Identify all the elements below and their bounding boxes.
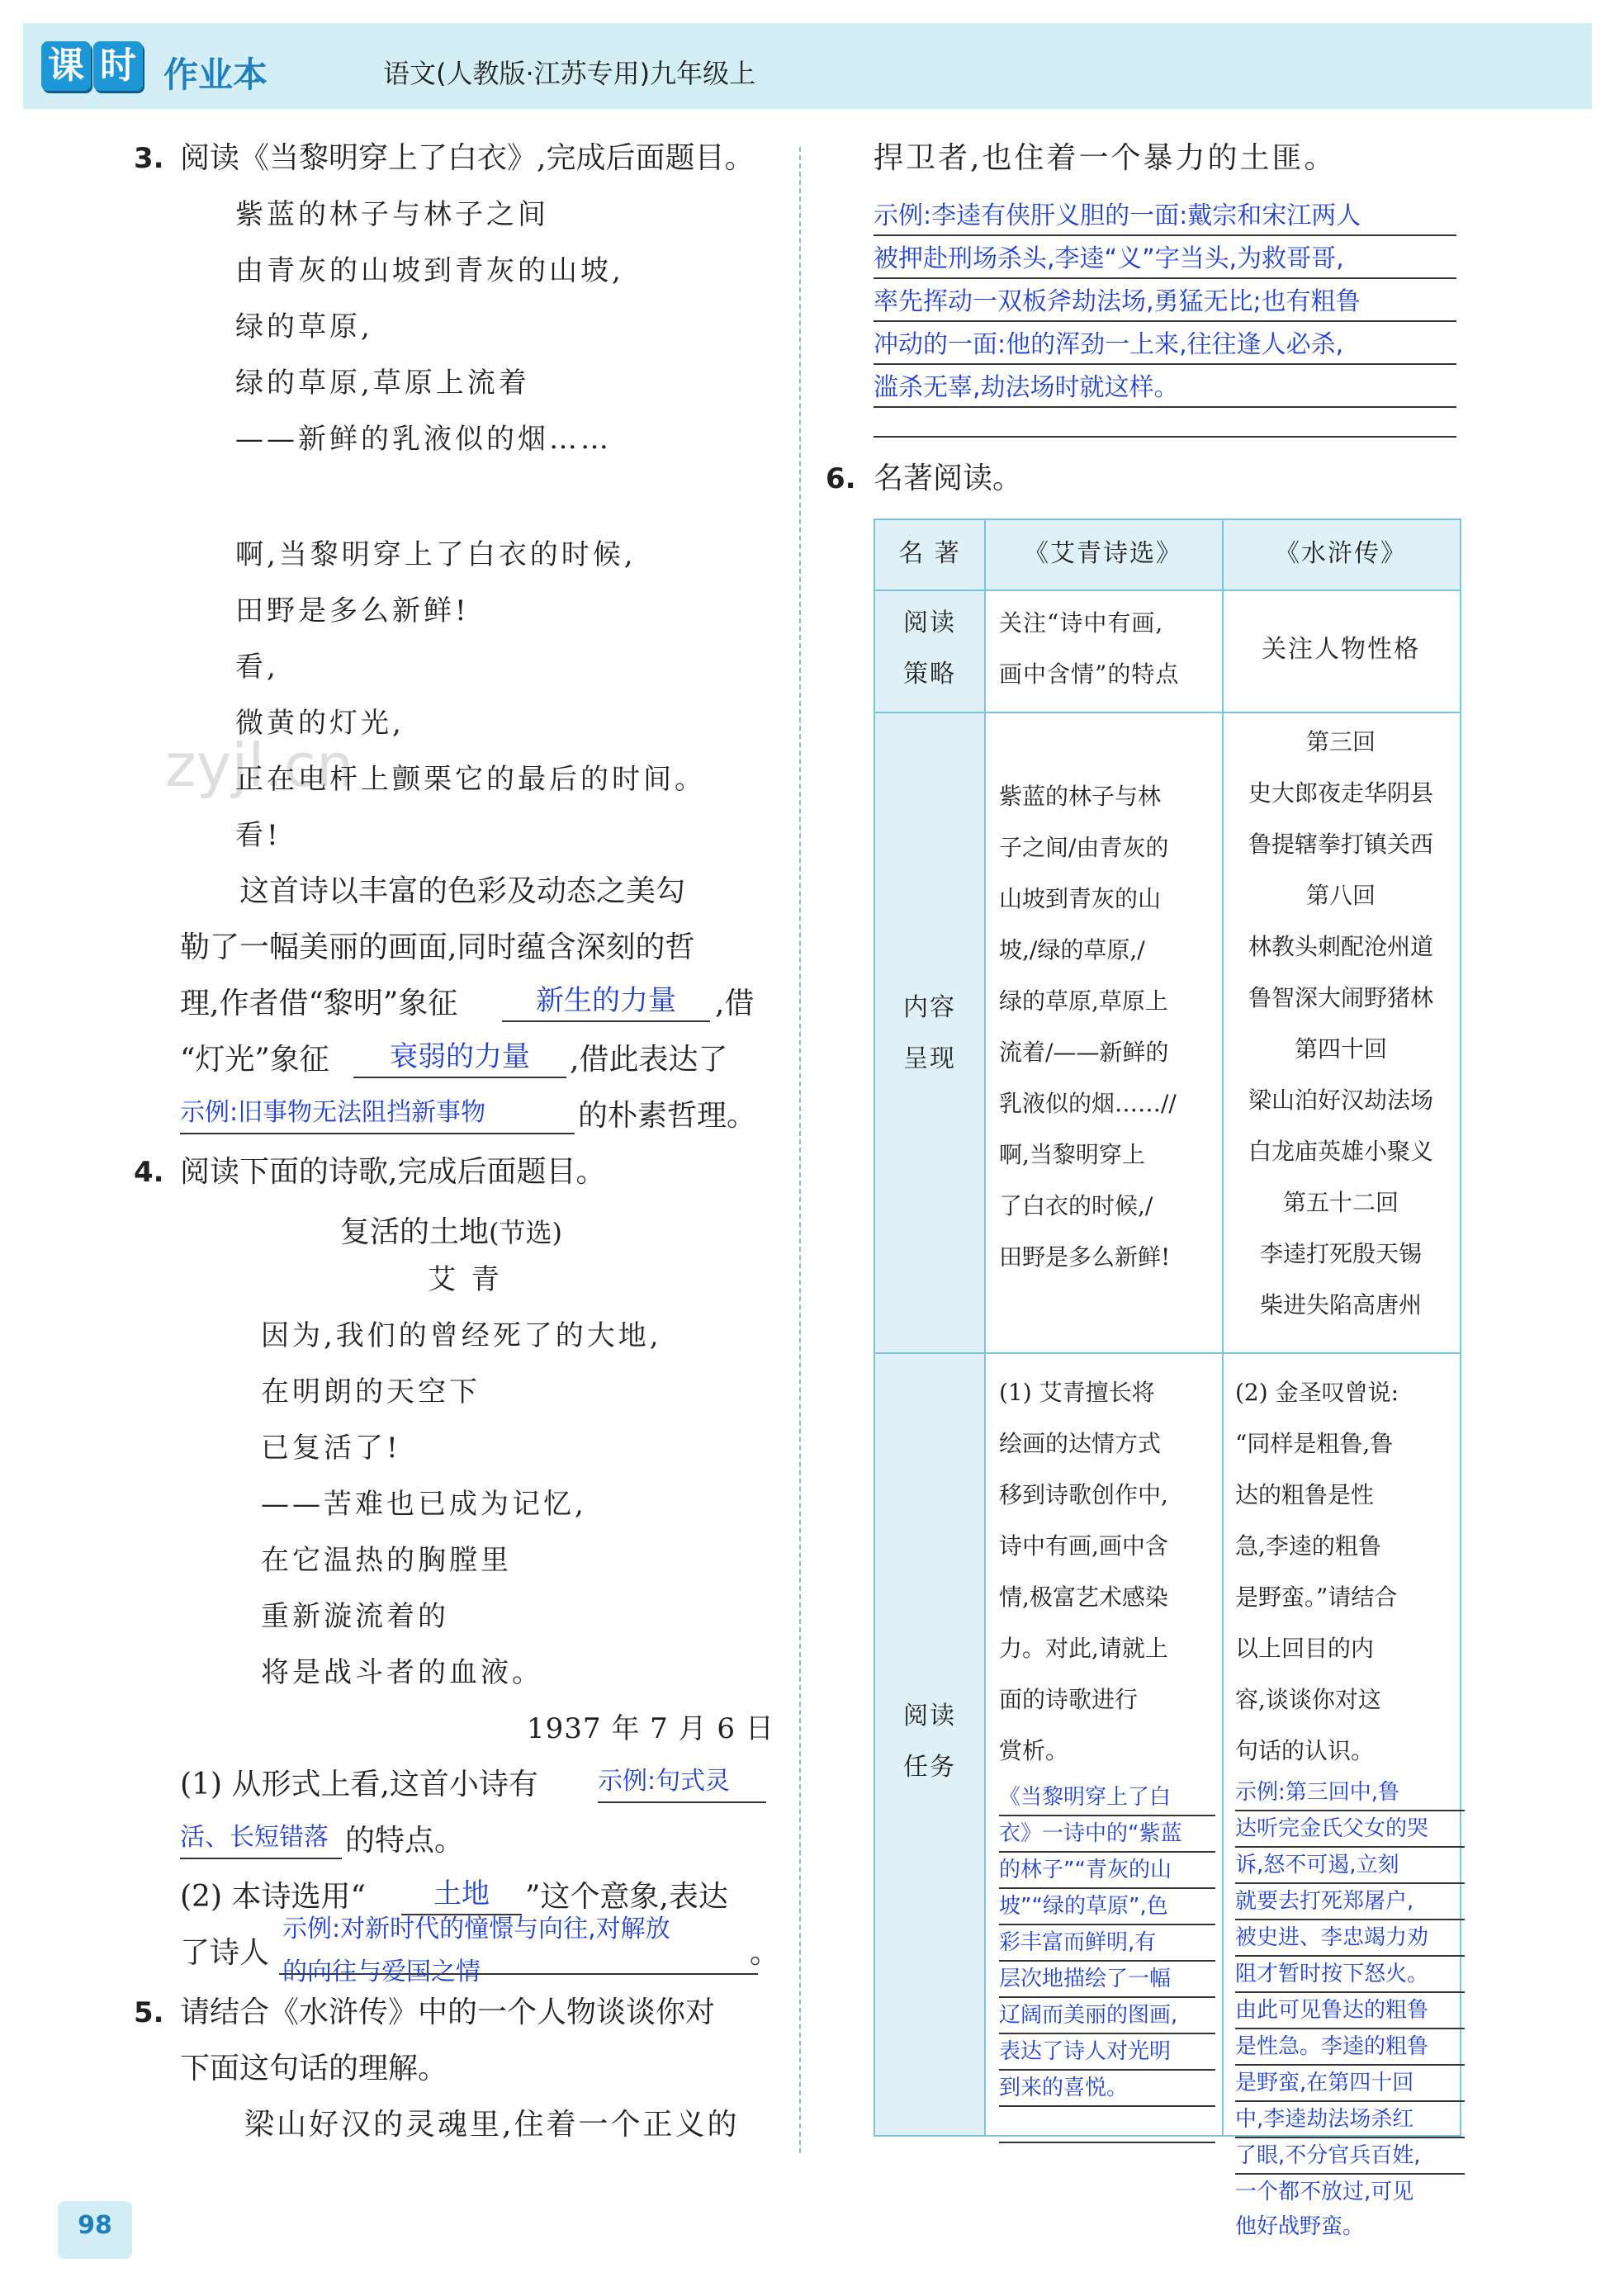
q5-number: 5. — [134, 1996, 164, 2029]
watermark: zyjl.cn — [165, 731, 354, 800]
cell-line: 乳液似的烟……// — [999, 1090, 1177, 1117]
cell-line: (1) 艾青擅长将 — [999, 1379, 1155, 1406]
q4-sub2-answer-b: 的向往与爱国之情 — [282, 1958, 481, 1986]
chapter-number: 第三回 — [1305, 728, 1376, 755]
chapter-title: 林教头刺配沧州道 — [1248, 933, 1433, 960]
table-rule — [984, 520, 986, 2135]
q3-paragraph: ,借此表达了 — [570, 1043, 728, 1077]
chapter-number: 第五十二回 — [1282, 1189, 1399, 1216]
book-title: 语文(人教版·江苏专用)九年级上 — [383, 58, 756, 89]
cell-line: 情,极富艺术感染 — [999, 1584, 1168, 1611]
q4-prompt: 阅读下面的诗歌,完成后面题目。 — [180, 1155, 606, 1189]
label-line: 策略 — [903, 660, 956, 689]
answer-line: 他好战野蛮。 — [1235, 2214, 1365, 2239]
q5-answer-line: 率先挥动一双板斧劫法场,勇猛无比;也有粗鲁 — [874, 287, 1361, 316]
q3-paragraph: 勒了一幅美丽的画面,同时蕴含深刻的哲 — [180, 930, 695, 964]
cell-line: 田野是多么新鲜! — [999, 1243, 1171, 1271]
table-row3-col1-answer — [999, 1780, 1215, 2143]
table-row2-label — [875, 982, 984, 1085]
chapter-title: 梁山泊好汉劫法场 — [1248, 1086, 1433, 1114]
answer-line: 诉,怒不可遏,立刻 — [1235, 1848, 1465, 1884]
q4-poem-title: 复活的土地 — [340, 1215, 490, 1249]
table-rule — [875, 712, 1460, 713]
q3-blank-1 — [502, 982, 710, 1022]
answer-line: 表达了诗人对光明 — [999, 2034, 1215, 2071]
cell-line: 坡,/绿的草原,/ — [999, 936, 1145, 963]
q3-poem-line: 看! — [235, 819, 282, 852]
cell-line: 子之间/由青灰的 — [999, 834, 1169, 861]
q4-sub2: 了诗人 — [180, 1936, 270, 1970]
chapter-title: 鲁智深大闹野猪林 — [1248, 984, 1433, 1011]
q5-quote: 捍卫者,也住着一个暴力的土匪。 — [874, 141, 1337, 175]
q3-poem-line: 正在电杆上颤栗它的最后的时间。 — [235, 763, 706, 796]
cell-line: 力。对此,请就上 — [999, 1635, 1168, 1662]
table-row2-col1 — [999, 771, 1215, 1283]
q4-poem-date: 1937 年 7 月 6 日 — [527, 1712, 774, 1745]
page-number-tab — [58, 2201, 132, 2259]
q3-answer-1: 新生的力量 — [536, 984, 676, 1017]
label-line: 内容 — [903, 993, 956, 1022]
q4-poem-line: 重新漩流着的 — [261, 1600, 449, 1633]
q3-prompt: 阅读《当黎明穿上了白衣》,完成后面题目。 — [180, 141, 755, 175]
answer-line: 衣》一诗中的“紫蓝 — [999, 1816, 1215, 1853]
cell-line: 诗中有画,画中含 — [999, 1532, 1168, 1560]
q3-paragraph: 的朴素哲理。 — [578, 1099, 757, 1133]
q4-sub1-blank — [598, 1763, 766, 1803]
cell-line: 移到诗歌创作中, — [999, 1481, 1168, 1508]
table-header-name: 名 著 — [898, 539, 961, 568]
answer-line: 层次地描绘了一幅 — [999, 1962, 1215, 1998]
table-row1-col1 — [999, 598, 1214, 700]
page-header — [23, 23, 1592, 109]
cell-line: 啊,当黎明穿上 — [999, 1141, 1145, 1168]
answer-line — [874, 363, 1456, 365]
cell-line: 画中含情”的特点 — [999, 660, 1180, 688]
answer-line: 示例:第三回中,鲁 — [1235, 1775, 1465, 1811]
answer-line: 坡”“绿的草原”,色 — [999, 1889, 1215, 1925]
q3-answer-3: 示例:旧事物无法阻挡新事物 — [180, 1098, 486, 1127]
q5-prompt: 下面这句话的理解。 — [180, 2052, 448, 2085]
table-header-col2: 《水浒传》 — [1275, 539, 1407, 568]
q6-prompt: 名著阅读。 — [874, 462, 1023, 495]
cell-line: 山坡到青灰的山 — [999, 885, 1162, 912]
q6-number: 6. — [826, 462, 856, 495]
q4-poem-line: 在它温热的胸膛里 — [261, 1544, 512, 1577]
q5-prompt: 请结合《水浒传》中的一个人物谈谈你对 — [180, 1995, 716, 2029]
table-row3-col1-task — [999, 1367, 1215, 1777]
cell-line: 绿的草原,草原上 — [999, 987, 1168, 1015]
q4-sub2-answer: 土地 — [433, 1877, 490, 1910]
label-line: 任务 — [903, 1753, 956, 1782]
table-rule — [875, 1352, 1460, 1354]
table-row1-label — [875, 598, 984, 700]
q4-poem-author: 艾 青 — [428, 1263, 503, 1296]
q4-sub1: (1) 从形式上看,这首小诗有 — [180, 1768, 538, 1801]
q4-sub1: 的特点。 — [345, 1824, 465, 1858]
answer-line: 到来的喜悦。 — [999, 2071, 1215, 2107]
answer-line: 一个都不放过,可见 — [1235, 2180, 1414, 2204]
answer-line: 的林子”“青灰的山 — [999, 1853, 1215, 1889]
q3-blank-3 — [180, 1095, 575, 1134]
answer-line: 就要去打死郑屠户, — [1235, 1884, 1465, 1920]
q3-poem-line: 微黄的灯光, — [235, 707, 405, 740]
q3-number: 3. — [134, 142, 164, 175]
label-line: 阅读 — [903, 608, 956, 637]
q3-paragraph: 这首诗以丰富的色彩及动态之美勾 — [239, 874, 686, 908]
q4-sub2: (2) 本诗选用“ — [180, 1880, 366, 1914]
q5-answer-line: 示例:李逵有侠肝义胆的一面:戴宗和宋江两人 — [874, 201, 1361, 230]
q3-poem-line: 绿的草原,草原上流着 — [235, 367, 530, 400]
chapter-title: 史大郎夜走华阴县 — [1248, 779, 1433, 807]
chapter-title: 白龙庙英雄小聚义 — [1248, 1138, 1433, 1165]
page-number: 98 — [78, 2211, 112, 2240]
answer-line — [874, 436, 1456, 438]
q4-poem-line: ——苦难也已成为记忆, — [261, 1488, 587, 1521]
answer-line: 阻才暂时按下怒火。 — [1235, 1957, 1465, 1993]
answer-line: 了眼,不分官兵百姓, — [1235, 2138, 1465, 2175]
cell-line: 以上回目的内 — [1235, 1635, 1375, 1662]
cell-line: 达的粗鲁是性 — [1235, 1481, 1375, 1508]
q4-sub2: ”这个意象,表达 — [525, 1880, 728, 1914]
q3-poem-line: 看, — [235, 651, 279, 684]
series-logo — [41, 41, 145, 92]
answer-line — [874, 234, 1456, 236]
cell-line: 是野蛮。”请结合 — [1235, 1584, 1398, 1611]
q4-sub1-blank-2 — [180, 1820, 342, 1859]
chapter-title: 李逵打死殷天锡 — [1259, 1240, 1422, 1267]
q5-answer-line: 被押赴刑场杀头,李逵“义”字当头,为救哥哥, — [874, 244, 1344, 273]
logo-char-2: 时 — [93, 41, 143, 91]
table-label-column — [875, 520, 984, 2135]
column-divider — [799, 147, 801, 2153]
logo-char-1: 课 — [41, 41, 91, 91]
table-row3-col2-answer — [1235, 1775, 1465, 2244]
cell-line: 容,谈谈你对这 — [1235, 1686, 1381, 1713]
answer-line: 辽阔而美丽的图画, — [999, 1998, 1215, 2034]
q3-poem-line: 啊,当黎明穿上了白衣的时候, — [235, 538, 637, 571]
answer-line: 是野蛮,在第四十回 — [1235, 2066, 1465, 2102]
cell-line: (2) 金圣叹曾说: — [1235, 1379, 1399, 1406]
q3-poem-line: 绿的草原, — [235, 310, 373, 343]
q3-answer-2: 衰弱的力量 — [390, 1040, 530, 1073]
q3-paragraph: ,借 — [715, 987, 755, 1020]
answer-line: 中,李逵劫法场杀红 — [1235, 2102, 1465, 2138]
cell-line: 绘画的达情方式 — [999, 1430, 1162, 1457]
q3-poem-line: 由青灰的山坡到青灰的山坡, — [235, 254, 624, 287]
q4-sub2: 。 — [750, 1936, 780, 1970]
cell-line: 紫蓝的林子与林 — [999, 783, 1162, 810]
q4-poem-line: 在明朗的天空下 — [261, 1375, 481, 1408]
q4-sub2-blank — [401, 1876, 522, 1915]
answer-line: 是性急。李逵的粗鲁 — [1235, 2029, 1465, 2066]
cell-line: 急,李逵的粗鲁 — [1235, 1532, 1381, 1560]
q5-quote: 梁山好汉的灵魂里,住着一个正义的 — [244, 2108, 740, 2142]
cell-line: “同样是粗鲁,鲁 — [1235, 1430, 1394, 1457]
cell-line: 了白衣的时候,/ — [999, 1192, 1153, 1219]
q5-answer-line: 滥杀无辜,劫法场时就这样。 — [874, 373, 1179, 402]
table-header-col1: 《艾青诗选》 — [1024, 539, 1182, 568]
table-row3-label — [875, 1691, 984, 1793]
answer-line: 《当黎明穿上了白 — [999, 1780, 1215, 1816]
q4-poem-line: 已复活了! — [261, 1432, 401, 1465]
reading-table — [874, 518, 1461, 2239]
answer-line: 达听完金氏父女的哭 — [1235, 1811, 1465, 1848]
q3-blank-2 — [353, 1039, 566, 1078]
cell-line: 句话的认识。 — [1235, 1737, 1375, 1764]
q4-poem-line: 将是战斗者的血液。 — [261, 1656, 543, 1689]
q4-poem-line: 因为,我们的曾经死了的大地, — [261, 1319, 662, 1352]
cell-line: 面的诗歌进行 — [999, 1686, 1139, 1713]
q3-poem-line: 紫蓝的林子与林子之间 — [235, 198, 549, 231]
chapter-number: 第四十回 — [1294, 1035, 1387, 1063]
answer-line: 彩丰富而鲜明,有 — [999, 1925, 1215, 1962]
q3-poem-line: 田野是多么新鲜! — [235, 594, 470, 627]
answer-line: 被史进、李忠竭力劝 — [1235, 1920, 1465, 1957]
q4-poem-title-row — [340, 1209, 562, 1251]
series-name: 作业本 — [163, 54, 268, 95]
answer-line: 由此可见鲁达的粗鲁 — [1235, 1993, 1465, 2029]
cell-line: 流着/——新鲜的 — [999, 1039, 1169, 1066]
label-line: 阅读 — [903, 1702, 956, 1730]
chapter-title: 鲁提辖拳打镇关西 — [1248, 831, 1433, 858]
answer-line — [874, 406, 1456, 408]
q4-number: 4. — [134, 1156, 164, 1189]
cell-line: 赏析。 — [999, 1737, 1069, 1764]
answer-line — [874, 320, 1456, 322]
table-row2-col2 — [1222, 717, 1460, 1331]
label-line: 呈现 — [903, 1044, 956, 1073]
q4-sub1-answer-b: 活、长短错落 — [180, 1823, 329, 1852]
chapter-title: 柴进失陷高唐州 — [1259, 1291, 1422, 1318]
q3-paragraph: 理,作者借“黎明”象征 — [180, 987, 458, 1020]
q4-poem-title-note: (节选) — [489, 1217, 562, 1248]
q4-sub1-answer-a: 示例:句式灵 — [598, 1767, 731, 1796]
answer-line — [874, 277, 1456, 279]
answer-line-empty — [999, 2107, 1215, 2143]
q3-poem-line: ——新鲜的乳液似的烟…… — [235, 423, 612, 456]
q3-paragraph: “灯光”象征 — [180, 1043, 329, 1077]
table-rule — [875, 589, 1460, 591]
q5-answer-block — [874, 195, 1361, 409]
q4-sub2-answer-a: 示例:对新时代的憧憬与向往,对解放 — [282, 1915, 670, 1943]
chapter-number: 第八回 — [1305, 882, 1376, 909]
cell-line: 关注“诗中有画, — [999, 609, 1164, 637]
q5-answer-line: 冲动的一面:他的浑劲一上来,往往逢人必杀, — [874, 330, 1344, 359]
table-row1-col2: 关注人物性格 — [1262, 635, 1420, 664]
table-row3-col2-task — [1235, 1367, 1451, 1777]
